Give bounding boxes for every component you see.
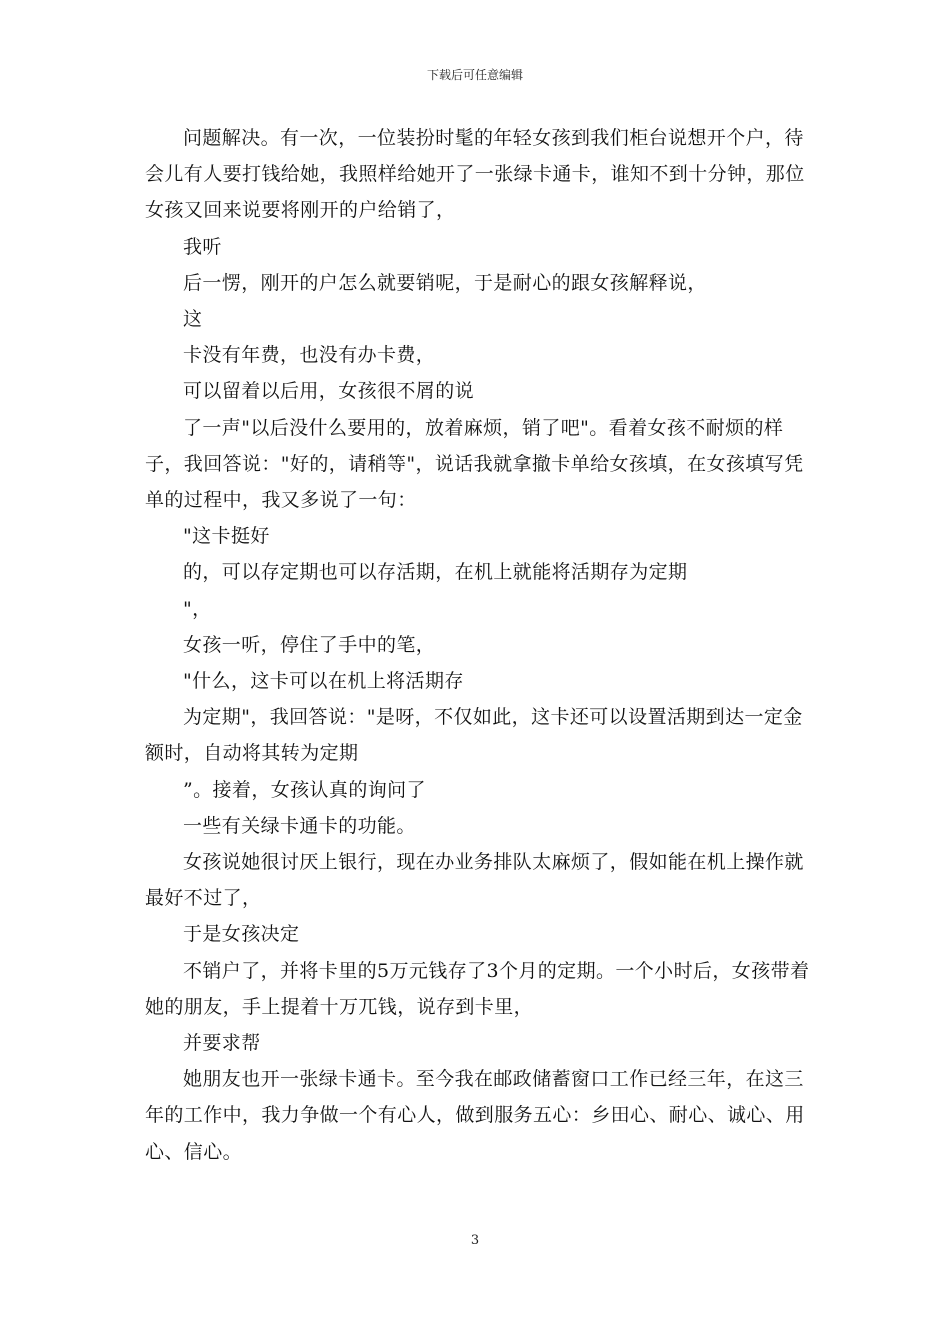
paragraph: 她朋友也开一张绿卡通卡。至今我在邮政储蓄窗口工作已经三年，在这三年的工作中，我力争做一个有心人，做到服务五心：乡田心、耐心、诚心、用心、信心。: [145, 1068, 805, 1163]
document-body: [145, 120, 810, 1170]
paragraph: 为定期"，我回答说："是呀，不仅如此，这卡还可以设置活期到达一定金额时，自动将其转为定期: [145, 706, 803, 765]
paragraph: 女孩一听，停住了手中的笔，: [183, 633, 436, 656]
paragraph: 一些有关绿卡通卡的功能。: [183, 814, 416, 837]
paragraph: 于是女孩决定: [183, 923, 300, 946]
paragraph: 问题解决。有一次，一位装扮时髦的年轻女孩到我们柜台说想开个户，待会儿有人要打钱给她，我照样给她开了一张绿卡通卡，谁知不到十分钟，那位女孩又回来说要将刚开的户给销了，: [145, 127, 805, 222]
paragraph: 这: [183, 308, 203, 331]
paragraph: 不销户了，并将卡里的5万元钱存了3个月的定期。一个小时后，女孩带着她的朋友，手上提着十万兀钱，说存到卡里，: [145, 959, 810, 1018]
paragraph: 我听: [183, 235, 222, 258]
paragraph: "这卡挺好: [183, 525, 270, 548]
paragraph: "，: [183, 597, 212, 620]
paragraph: "什么，这卡可以在机上将活期存: [183, 670, 464, 693]
paragraph: 的，可以存定期也可以存活期，在机上就能将活期存为定期: [183, 561, 688, 584]
page-number: 3: [470, 1233, 480, 1248]
paragraph: 后一愣，刚开的户怎么就要销呢，于是耐心的跟女孩解释说，: [183, 271, 707, 294]
paragraph: 了一声"以后没什么要用的，放着麻烦，销了吧"。看着女孩不耐烦的样子，我回答说："好的，请稍等"，说话我就拿撤卡单给女孩填，在女孩填写凭单的过程中，我又多说了一句：: [145, 416, 804, 512]
paragraph: 卡没有年费，也没有办卡费，: [183, 344, 436, 367]
paragraph: ”。接着，女孩认真的询问了: [183, 778, 426, 801]
paragraph: 女孩说她很讨厌上银行，现在办业务排队太麻烦了，假如能在机上操作就最好不过了，: [145, 851, 804, 910]
paragraph: 可以留着以后用，女孩很不屑的说: [183, 380, 475, 403]
page-header: 下载后可任意编辑: [426, 68, 523, 82]
paragraph: 并要求帮: [183, 1032, 261, 1055]
